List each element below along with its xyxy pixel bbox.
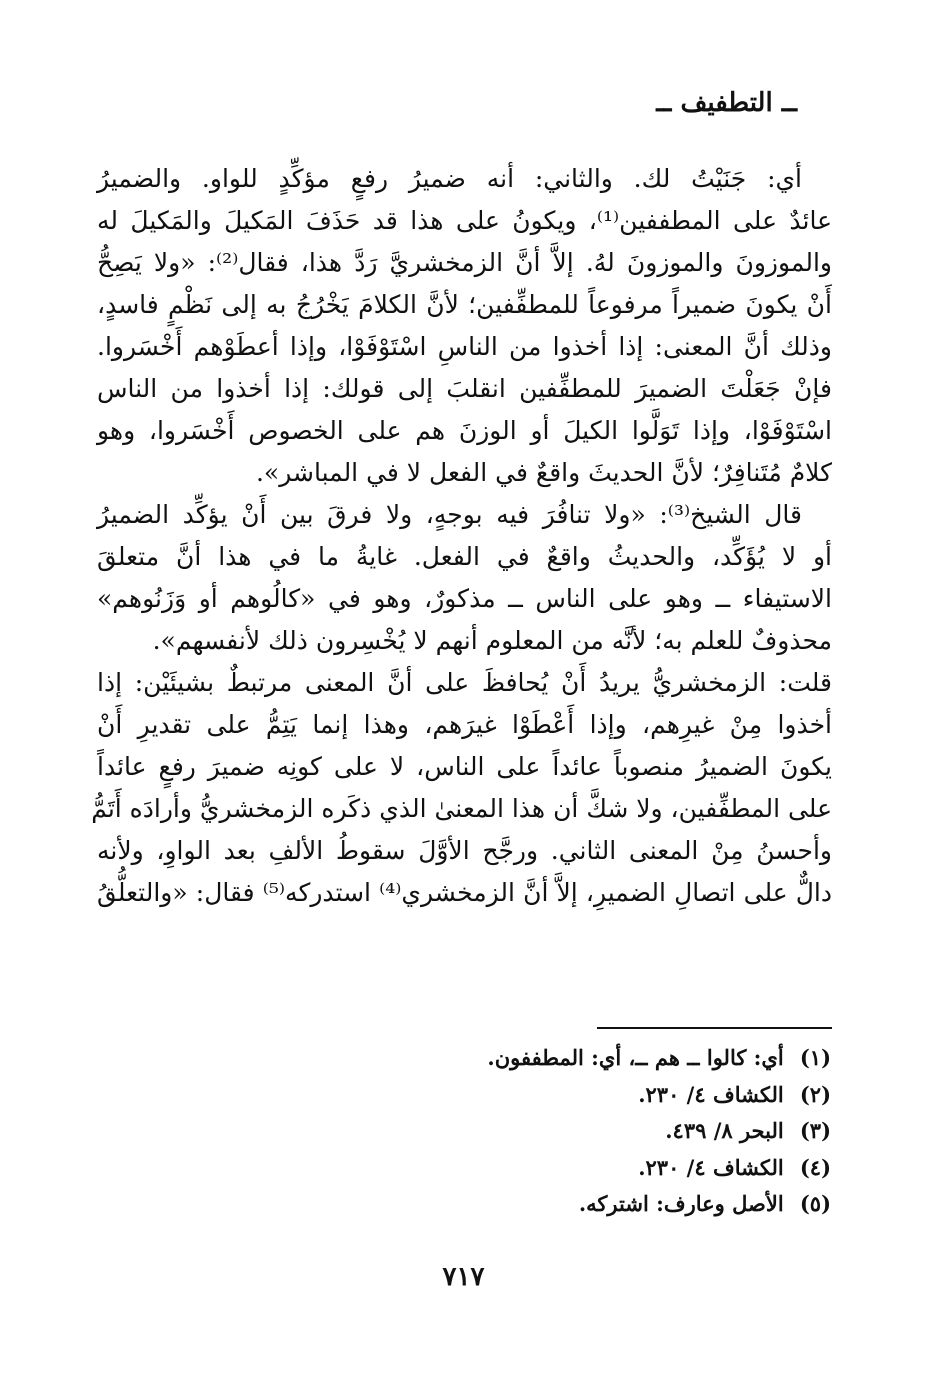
running-head: ــ التطفيف ــ xyxy=(656,88,797,118)
text-line-4: أَنْ يكونَ ضميراً مرفوعاً للمطفِّفين؛ لأنَّ الكلامَ يَخْرُجُ به إلى نَظْمٍ فاسدٍ، xyxy=(97,290,832,319)
footnote-3 xyxy=(96,1113,831,1150)
page-number: ٧١٧ xyxy=(442,1262,485,1292)
footnotes xyxy=(96,1040,831,1223)
text-line-2: عائدٌ على المطففين⁽¹⁾، ويكونُ على هذا قد حَذَفَ المَكيلَ والمَكيلَ له xyxy=(97,206,832,235)
text-line-13: قلت: الزمخشريُّ يريدُ أَنْ يُحافظَ على أنَّ المعنى مرتبطٌ بشيئَيْن: إذا xyxy=(97,668,832,697)
text-line-6: فإنْ جَعَلْتَ الضميرَ للمطفِّفين انقلبَ إلى قولك: إذا أخذوا من الناس xyxy=(97,374,832,403)
footnote-number: (١) xyxy=(799,1045,831,1070)
footnote-1 xyxy=(96,1040,831,1077)
footnote-text: أي: كالوا ــ هم ــ، أي: المطففون. xyxy=(487,1045,784,1070)
footnote-number: (٣) xyxy=(799,1118,831,1143)
text-line-14: أخذوا مِنْ غيرِهم، وإذا أَعْطَوْا غيرَهم، وهذا إنما يَتِمُّ على تقديرِ أَنْ xyxy=(97,710,832,739)
text-line-17: وأحسنُ مِنْ المعنى الثاني. ورجَّح الأوَّلَ سقوطُ الألفِ بعد الواوِ، ولأنه xyxy=(97,836,832,865)
text-line-9: قال الشيخ⁽³⁾: «ولا تنافُرَ فيه بوجهٍ، ولا فرقَ بين أَنْ يؤكِّد الضميرُ xyxy=(97,500,802,529)
text-line-10: أو لا يُؤَكِّد، والحديثُ واقعٌ في الفعل. غايةُ ما في هذا أنَّ متعلقَ xyxy=(97,542,832,571)
footnote-text: الأصل وعارف: اشتركه. xyxy=(578,1191,784,1216)
text-line-18: دالٌّ على اتصالِ الضميرِ، إلاَّ أنَّ الزمخشري⁽⁴⁾ استدركه⁽⁵⁾ فقال: «والتعلُّقُ xyxy=(97,878,833,907)
footnote-5 xyxy=(96,1186,831,1223)
footnote-text: البحر ٨/ ٤٣٩. xyxy=(665,1118,784,1143)
footnote-number: (٤) xyxy=(799,1154,831,1180)
text-line-3: والموزونَ والموزونَ لهُ. إلاَّ أنَّ الزمخشريَّ رَدَّ هذا، فقال⁽²⁾: «ولا يَصِحُّ xyxy=(97,248,832,277)
text-line-8: كلامٌ مُتَنافِرٌ؛ لأنَّ الحديثَ واقعٌ في الفعل لا في المباشر». xyxy=(255,458,832,487)
footnote-text: الكشاف ٤/ ٢٣٠. xyxy=(638,1081,784,1107)
text-line-15: يكونَ الضميرُ منصوباً عائداً على الناس، لا على كونِه ضميرَ رفعٍ عائداً xyxy=(97,752,832,781)
footnote-2 xyxy=(96,1077,831,1114)
footnote-separator xyxy=(597,1027,832,1029)
main-text xyxy=(91,158,833,914)
text-line-5: وذلك أنَّ المعنى: إذا أخذوا من الناسِ اسْتَوْفَوْا، وإذا أعطَوْهم أَخْسَروا. xyxy=(97,332,832,361)
text-line-1: أي: جَنَيْتُ لك. والثاني: أنه ضميرُ رفعٍ مؤكِّدٍ للواو. والضميرُ xyxy=(97,164,803,193)
footnote-text: الكشاف ٤/ ٢٣٠. xyxy=(638,1154,784,1180)
text-line-11: الاستيفاء ــ وهو على الناس ــ مذكورٌ، وهو في «كالُوهم أو وَزَنُوهم» xyxy=(97,584,832,613)
text-line-12: محذوفٌ للعلم به؛ لأنَّه من المعلوم أنهم لا يُخْسِرون ذلك لأنفسهم». xyxy=(152,626,832,655)
footnote-4 xyxy=(96,1150,831,1187)
text-line-16: على المطفِّفين، ولا شكَّ أن هذا المعنىٰ الذي ذكَره الزمخشريُّ وأرادَه أَتَمُّ xyxy=(91,794,832,823)
footnote-number: (٢) xyxy=(799,1081,831,1107)
footnote-number: (٥) xyxy=(799,1191,831,1216)
text-line-7: اسْتَوْفَوْا، وإذا تَوَلَّوا الكيلَ أو الوزنَ هم على الخصوص أَخْسَروا، وهو xyxy=(97,416,832,445)
